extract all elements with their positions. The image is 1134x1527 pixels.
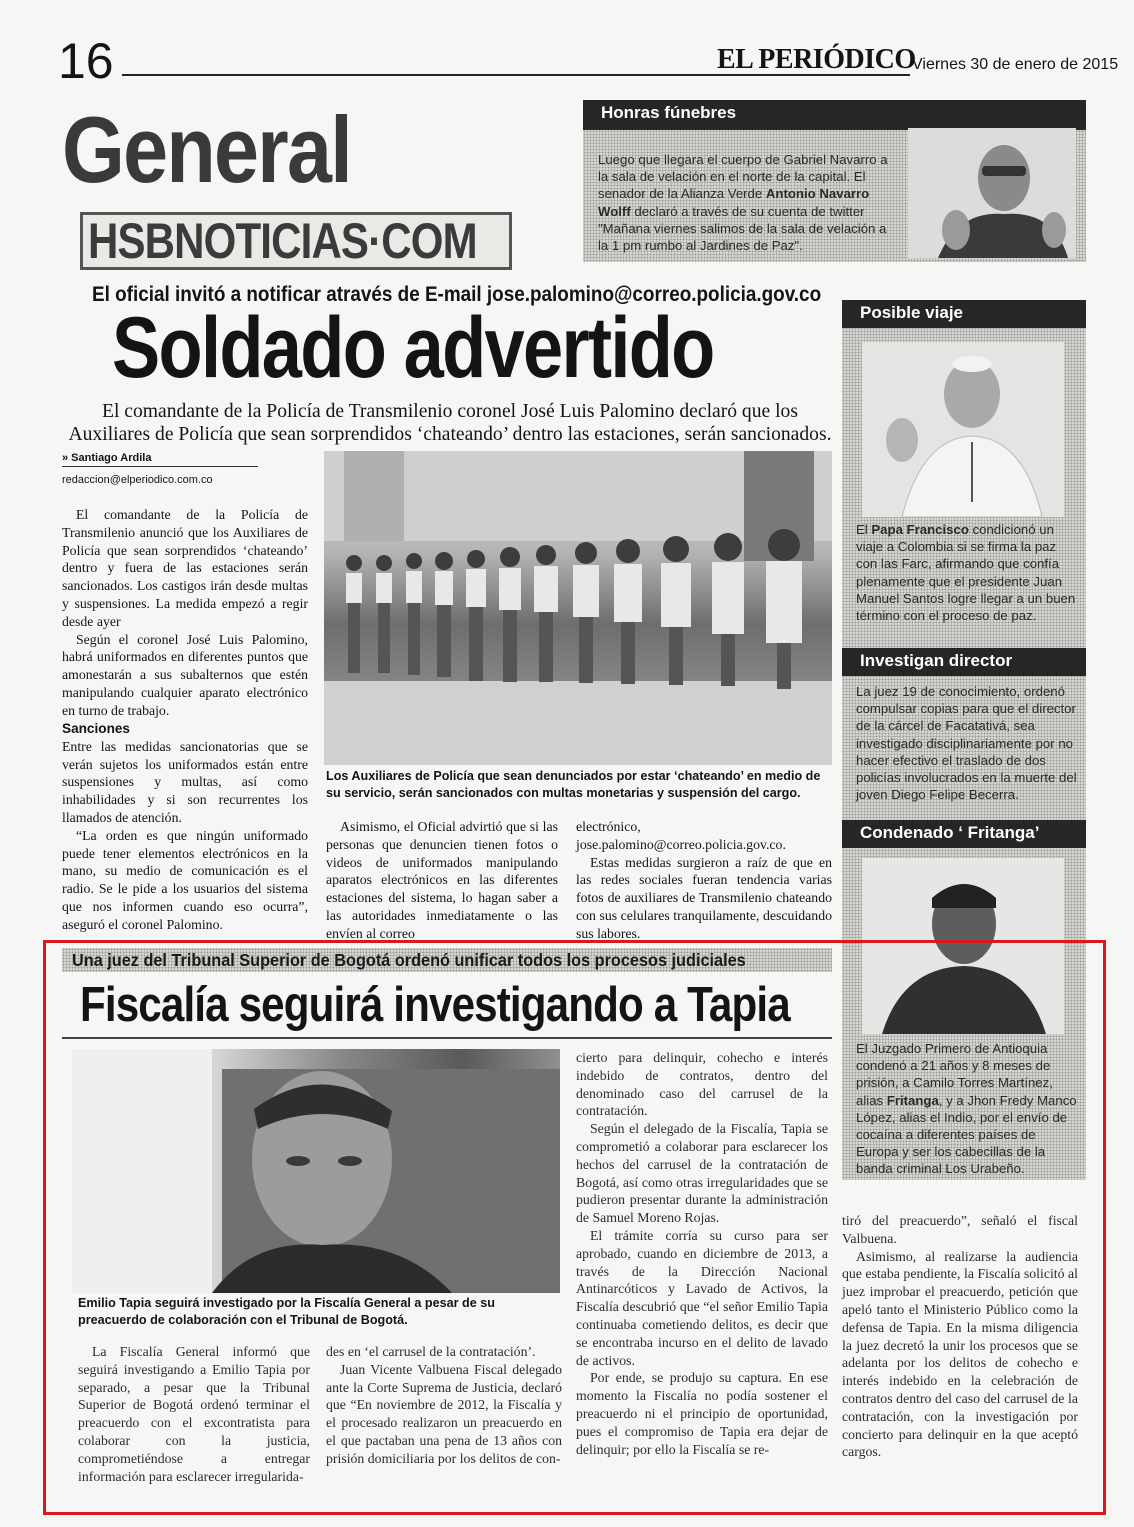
pope-photo bbox=[862, 342, 1064, 517]
subhead: Sanciones bbox=[62, 721, 130, 736]
story-headline: Soldado advertido bbox=[112, 300, 714, 396]
author-email: redaccion@elperiodico.com.co bbox=[62, 474, 213, 486]
fritanga-title: Condenado ‘ Fritanga’ bbox=[842, 820, 1086, 848]
senator-photo bbox=[908, 128, 1076, 258]
paragraph: des en ‘el carrusel de la contratación’. bbox=[326, 1344, 536, 1359]
lower-headline: Fiscalía seguirá investigando a Tapia bbox=[80, 978, 790, 1032]
story-column-2 bbox=[326, 818, 558, 943]
story-column-3 bbox=[576, 818, 832, 943]
story-column-1 bbox=[62, 506, 308, 720]
director-title: Investigan director bbox=[842, 648, 1086, 676]
photo-caption: Los Auxiliares de Policía que sean denunciados por estar ‘chateando’ en medio de su servicio, serán sancionados con multas monetarias y suspensión del cargo. bbox=[326, 769, 821, 800]
story-kicker: El oficial invitó a notificar através de E-mail jose.palomino@correo.policia.gov.co bbox=[92, 283, 822, 306]
paragraph: Juan Vicente Valbuena Fiscal delegado ante la Corte Suprema de Justicia, declaró que “En noviembre de 2012, la Fiscalía y el procesado realizaron un preacuerdo en el que pactaban una pena de 13 años con prisión domiciliaria por los delitos de con- bbox=[326, 1361, 562, 1466]
tapia-photo bbox=[72, 1049, 560, 1293]
tapia-caption: Emilio Tapia seguirá investigado por la Fiscalía General a pesar de su preacuerdo de colaboración con el Tribunal de Bogotá. bbox=[78, 1296, 495, 1327]
lower-column-2 bbox=[326, 1343, 562, 1468]
lower-column-4 bbox=[842, 1212, 1078, 1461]
paragraph: El comandante de la Policía de Transmilenio anunció que los Auxiliares de Policía que sean sorprendidos ‘chateando’ dentro y fuera de las estaciones serán sancionados. Los castigos irán desde multas y suspensiones. La medida empezó a regir desde ayer bbox=[62, 507, 308, 629]
paragraph: Según el delegado de la Fiscalía, Tapia se comprometió a colaborar para esclarecer los hechos del carrusel de la contratación de Bogotá, así como otras irregularidades que se pudieron presentar durante la administración de Samuel Moreno Rojas. bbox=[576, 1121, 828, 1226]
paragraph: tiró del preacuerdo”, señaló el fiscal Valbuena. bbox=[842, 1213, 1078, 1246]
issue-date: Viernes 30 de enero de 2015 bbox=[912, 56, 1119, 73]
lower-column-3 bbox=[576, 1049, 828, 1458]
site-logo: HSBNOTICIAS·COM bbox=[88, 213, 477, 269]
paragraph: Asimismo, al realizarse la audiencia que estaba pendiente, la Fiscalía solicitó al juez improbar el preacuerdo, petición que apeló tanto el Ministerio Público como la defensa de Tapia. En la misma diligencia la juez decretó la unir los procesos que se adelanta por los delitos de cohecho e interés indebido en la celebración de contratos dentro del caso del carrusel de la contratación, con la investigación por concierto para delinquir en la que aceptó cargos. bbox=[842, 1248, 1078, 1460]
paragraph: La Fiscalía General informó que seguirá investigando a Emilio Tapia por separado, a pesar que la Tribunal Superior de Bogotá ordenó terminar el preacuerdo con el excontratista para colaborar con la justicia, comprometiéndose a entregar información para esclarecer irregularida- bbox=[78, 1344, 310, 1484]
lower-kicker: Una juez del Tribunal Superior de Bogotá ordenó unificar todos los procesos judiciales bbox=[72, 950, 746, 970]
viaje-text: El Papa Francisco condicionó un viaje a Colombia si se firma la paz con las Farc, afirmando que confía plenamente que el presidente Juan Manuel Santos logre llegar a un buen término con el proceso de paz. bbox=[856, 522, 1076, 624]
story-column-1b bbox=[62, 720, 308, 934]
director-text: La juez 19 de conocimiento, ordenó compulsar copias para que el director de la cárcel de Facatativá, sea investigado disciplinariamente por no hacer efectivo el traslado de dos policías involucrados en la muerte del joven Diego Felipe Becerra. bbox=[856, 684, 1077, 803]
paragraph: El trámite corría su curso para ser aprobado, cuando en diciembre de 2013, a través de la Dirección Nacional Antinarcóticos y Lavado de Activos, la Fiscalía descubrió que “el señor Emilio Tapia continuaba cometiendo delitos, es decir que se encontraba incurso en el delito de lavado de activos. bbox=[576, 1227, 828, 1368]
fritanga-photo bbox=[862, 858, 1064, 1034]
viaje-title: Posible viaje bbox=[842, 300, 1086, 328]
lower-rule bbox=[62, 1037, 832, 1039]
fritanga-text: El Juzgado Primero de Antioquia condenó a 21 años y 8 meses de prisión, a Camilo Torres Martínez, alias Fritanga, y a Jhon Fredy Manco López, alias el Indio, por el envío de cocaína a diferentes países de Europa y ser los cabecillas de la banda criminal Los Urabeño. bbox=[856, 1041, 1077, 1177]
section-title: General bbox=[62, 97, 352, 202]
honras-text: Luego que llegara el cuerpo de Gabriel Navarro a la sala de velación en el norte de la capital. El senador de la Alianza Verde Antonio Navarro Wolff declaró a través de su cuenta de twitter "Mañana viernes salimos de la sala de velación a la 1 pm rumbo al Jardines de Paz". bbox=[598, 152, 888, 254]
police-lineup-photo bbox=[324, 451, 832, 765]
lower-column-1 bbox=[78, 1343, 310, 1485]
paragraph: cierto para delinquir, cohecho e interés indebido de contratos, dentro del denominado caso del carrusel de la contratación. bbox=[576, 1050, 828, 1119]
paragraph: “La orden es que ningún uniformado puede tener elementos electrónicos en la mano, su medio de comunicación es el radio. Se le pide a los usuarios del sistema que nos informen cuando eso ocurra”, aseguró el coronel Palomino. bbox=[62, 827, 308, 932]
story-deck: El comandante de la Policía de Transmilenio coronel José Luis Palomino declaró que los Auxiliares de Policía que sean sorprendidos ‘chateando’ dentro las estaciones, serán sancionados. bbox=[68, 401, 832, 445]
paragraph: Por ende, se produjo su captura. En ese momento la Fiscalía no podía sostener el preacuerdo ni el principio de oportunidad, pues el compromiso de Tapia era dejar de delinquir; por ello la Fiscalía se re- bbox=[576, 1370, 828, 1457]
masthead: EL PERIÓDICO bbox=[717, 44, 916, 75]
paragraph: Entre las medidas sancionatorias que se verán sujetos los uniformados están entre suspensiones y multas, así como inhabilidades y si son recurrentes los llamados de atención. bbox=[62, 738, 308, 825]
paragraph: Según el coronel José Luis Palomino, habrá uniformados en diferentes puntos que amonestarán a sus subalternos que estén manipulando cualquier aparato electrónico en turno de trabajo. bbox=[62, 631, 308, 718]
paragraph: Estas medidas surgieron a raíz de que en las redes sociales fueran tendencia varias fotos de auxiliares de Transmilenio chateando con sus celulares tranquilamente, descuidando sus labores. bbox=[576, 854, 832, 941]
paragraph: Asimismo, el Oficial advirtió que si las personas que denuncien tienen fotos o videos de uniformados manipulando aparatos electrónicos en las diferentes estaciones del sistema, lo hagan saber a las autoridades inmediatamente o las envíen al correo bbox=[326, 819, 558, 941]
honras-title: Honras fúnebres bbox=[583, 100, 1086, 130]
byline-rule bbox=[62, 466, 258, 467]
page-number: 16 bbox=[58, 33, 114, 89]
paragraph: electrónico, jose.palomino@correo.policia.gov.co. bbox=[576, 819, 786, 852]
byline: » Santiago Ardila bbox=[62, 452, 152, 464]
